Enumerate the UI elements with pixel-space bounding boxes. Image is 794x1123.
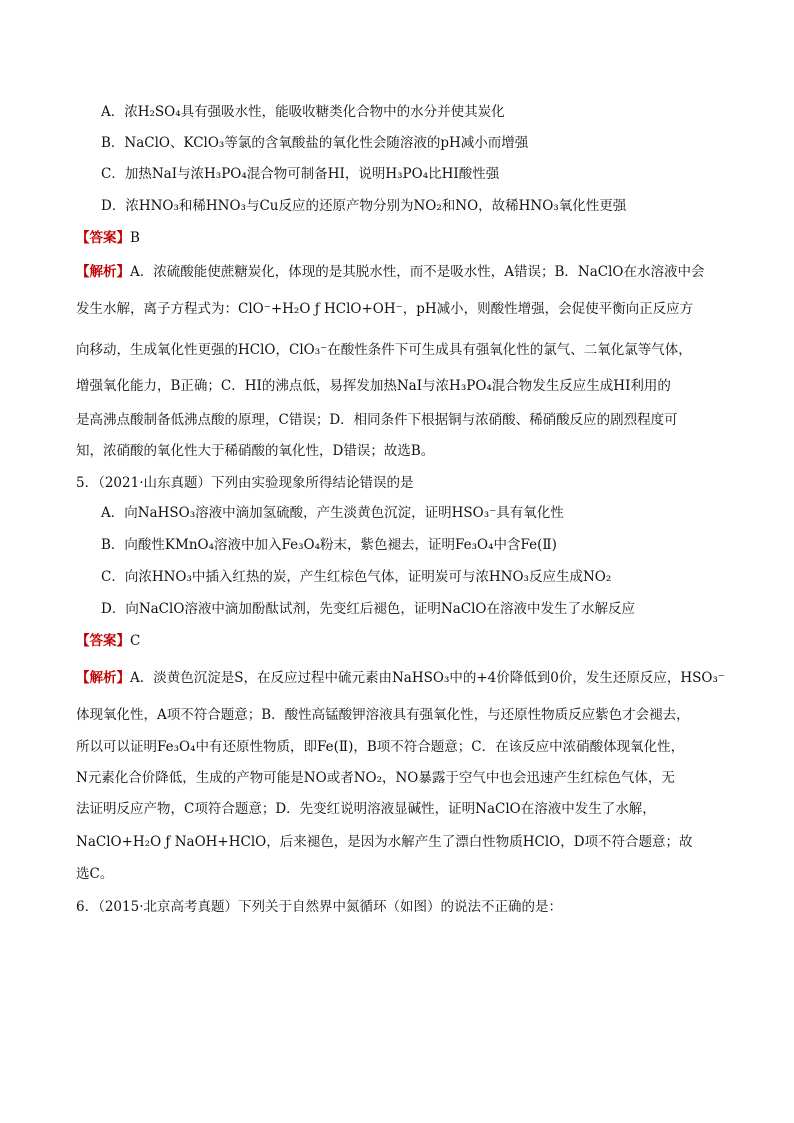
answer-tag: 【答案】 <box>76 633 130 649</box>
explain-tag: 【解析】 <box>76 264 130 280</box>
q4-option-b: B．NaClO、KClO₃等氯的含氧酸盐的氧化性会随溶液的pH减小而增强 <box>101 135 529 151</box>
q4-explanation-line-1 <box>76 262 705 282</box>
q4-option-c: C．加热NaI与浓H₃PO₄混合物可制备HI，说明H₃PO₄比HI酸性强 <box>101 166 500 182</box>
q5-stem: 5．（2021·山东真题）下列由实验现象所得结论错误的是 <box>76 475 414 491</box>
q5-explanation-line-4: N元素化合价降低，生成的产物可能是NO或者NO₂，NO暴露于空气中也会迅速产生红棕色气体，无 <box>76 770 675 786</box>
q5-explanation-line-3: 所以可以证明Fe₃O₄中有还原性物质，即Fe(Ⅱ)，B项不符合题意；C．在该反应中浓硝酸体现氧化性， <box>76 739 685 755</box>
explain-tag: 【解析】 <box>76 670 130 686</box>
q5-option-c: C．向浓HNO₃中插入红热的炭，产生红棕色气体，证明炭可与浓HNO₃反应生成NO₂ <box>101 569 612 585</box>
q5-explanation-line-7: 选C。 <box>76 866 114 882</box>
q4-explanation-line-4: 增强氧化能力，B正确；C．HI的沸点低，易挥发加热NaI与浓H₃PO₄混合物发生反应生成HI利用的 <box>76 378 671 394</box>
answer-value: B <box>130 230 140 246</box>
q5-explanation-line-2: 体现氧化性，A项不符合题意；B．酸性高锰酸钾溶液具有强氧化性，与还原性物质反应紫色才会褪去， <box>76 707 690 723</box>
answer-value: C <box>130 633 141 649</box>
q4-explanation-line-3: 向移动，生成氧化性更强的HClO，ClO₃⁻在酸性条件下可生成具有强氧化性的氯气、二氧化氯等气体， <box>76 342 692 358</box>
q5-option-b: B．向酸性KMnO₄溶液中加入Fe₃O₄粉末，紫色褪去，证明Fe₃O₄中含Fe(Ⅱ) <box>101 537 557 553</box>
q5-explanation-line-6: NaClO+H₂O ƒ NaOH+HClO，后来褪色，是因为水解产生了漂白性物质HClO，D项不符合题意；故 <box>76 834 693 850</box>
explain-text: A．浓硫酸能使蔗糖炭化，体现的是其脱水性，而不是吸水性，A错误；B．NaClO在水溶液中会 <box>130 264 705 280</box>
explain-text: A．淡黄色沉淀是S，在反应过程中硫元素由NaHSO₃中的+4价降低到0价，发生还原反应，HSO₃⁻ <box>130 670 725 686</box>
q4-explanation-line-2: 发生水解，离子方程式为：ClO⁻+H₂O ƒ HClO+OH⁻，pH减小，则酸性增强，会促使平衡向正反应方 <box>76 301 694 317</box>
q4-option-d: D．浓HNO₃和稀HNO₃与Cu反应的还原产物分别为NO₂和NO，故稀HNO₃氧化性更强 <box>101 198 627 214</box>
q5-option-a: A．向NaHSO₃溶液中滴加氢硫酸，产生淡黄色沉淀，证明HSO₃⁻具有氧化性 <box>101 505 564 521</box>
q4-explanation-line-6: 知，浓硝酸的氧化性大于稀硝酸的氧化性，D错误；故选B。 <box>76 443 435 459</box>
q4-answer <box>76 228 140 248</box>
q6-stem: 6．（2015·北京高考真题）下列关于自然界中氮循环（如图）的说法不正确的是： <box>76 899 562 915</box>
q5-option-d: D．向NaClO溶液中滴加酚酞试剂，先变红后褪色，证明NaClO在溶液中发生了水解反应 <box>101 601 635 617</box>
q4-option-a: A．浓H₂SO₄具有强吸水性，能吸收糖类化合物中的水分并使其炭化 <box>101 104 505 120</box>
q5-answer <box>76 631 140 651</box>
q5-explanation-line-5: 法证明反应产物，C项符合题意；D．先变红说明溶液显碱性，证明NaClO在溶液中发生了水解， <box>76 801 656 817</box>
answer-tag: 【答案】 <box>76 230 130 246</box>
q5-explanation-line-1 <box>76 668 725 688</box>
q4-explanation-line-5: 是高沸点酸制备低沸点酸的原理，C错误；D．相同条件下根据铜与浓硝酸、稀硝酸反应的剧烈程度可 <box>76 412 678 428</box>
